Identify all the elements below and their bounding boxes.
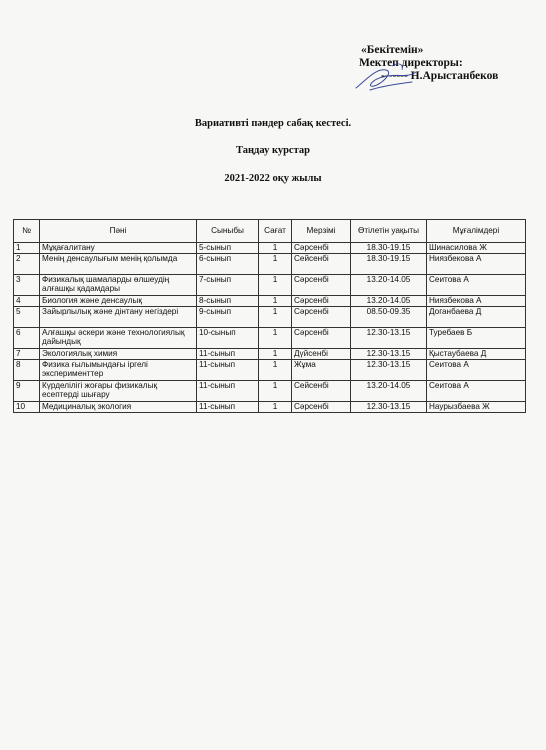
row-hours: 1 <box>259 307 292 328</box>
table-row <box>14 254 526 275</box>
row-teacher: Доганбаева Д <box>427 307 526 328</box>
row-subject: Алғашқы әскери және технологиялық дайындық <box>40 328 197 349</box>
row-number: 3 <box>14 275 40 296</box>
row-hours: 1 <box>259 296 292 307</box>
row-teacher: Қыстаубаева Д <box>427 349 526 360</box>
table-row <box>14 275 526 296</box>
row-class: 11-сынып <box>197 349 259 360</box>
row-time: 13.20-14.05 <box>351 275 427 296</box>
row-class: 7-сынып <box>197 275 259 296</box>
row-class: 11-сынып <box>197 360 259 381</box>
row-class: 10-сынып <box>197 328 259 349</box>
row-teacher: Сеитова А <box>427 360 526 381</box>
row-hours: 1 <box>259 402 292 413</box>
row-day: Сәрсенбі <box>292 402 351 413</box>
row-time: 18.30-19.15 <box>351 243 427 254</box>
row-day: Сейсенбі <box>292 254 351 275</box>
row-hours: 1 <box>259 360 292 381</box>
row-subject: Мұқағалитану <box>40 243 197 254</box>
table-row <box>14 296 526 307</box>
row-class: 8-сынып <box>197 296 259 307</box>
header-teacher: Мұғалімдері <box>427 220 526 243</box>
header-time: Өтілетін уақыты <box>351 220 427 243</box>
row-class: 9-сынып <box>197 307 259 328</box>
row-number: 1 <box>14 243 40 254</box>
row-hours: 1 <box>259 243 292 254</box>
row-time: 12.30-13.15 <box>351 349 427 360</box>
row-day: Сейсенбі <box>292 381 351 402</box>
header-number: № <box>14 220 40 243</box>
approval-position: Мектеп директоры: <box>359 57 463 69</box>
row-teacher: Сеитова А <box>427 381 526 402</box>
row-class: 11-сынып <box>197 381 259 402</box>
row-teacher: Ниязбекова А <box>427 254 526 275</box>
row-teacher: Наурызбаева Ж <box>427 402 526 413</box>
row-number: 2 <box>14 254 40 275</box>
row-hours: 1 <box>259 275 292 296</box>
row-number: 5 <box>14 307 40 328</box>
row-class: 6-сынып <box>197 254 259 275</box>
table-row <box>14 349 526 360</box>
row-teacher: Ниязбекова А <box>427 296 526 307</box>
row-number: 10 <box>14 402 40 413</box>
row-subject: Менің денсаулығым менің қолымда <box>40 254 197 275</box>
signature-icon <box>352 60 422 94</box>
row-subject: Биология және денсаулық <box>40 296 197 307</box>
document-subtitle: Таңдау курстар <box>236 145 310 156</box>
header-hours: Сағат <box>259 220 292 243</box>
header-class: Сыныбы <box>197 220 259 243</box>
header-day: Мерзімі <box>292 220 351 243</box>
row-subject: Медициналық экология <box>40 402 197 413</box>
row-teacher: Туребаев Б <box>427 328 526 349</box>
row-number: 6 <box>14 328 40 349</box>
academic-year: 2021-2022 оқу жылы <box>224 173 322 184</box>
schedule-table <box>13 219 526 413</box>
row-subject: Зайырлылық және дінтану негіздері <box>40 307 197 328</box>
row-time: 13.20-14.05 <box>351 296 427 307</box>
row-subject: Экологиялық химия <box>40 349 197 360</box>
row-time: 08.50-09.35 <box>351 307 427 328</box>
row-number: 7 <box>14 349 40 360</box>
table-header-row <box>14 220 526 243</box>
row-time: 13.20-14.05 <box>351 381 427 402</box>
row-hours: 1 <box>259 349 292 360</box>
document-title: Вариативті пәндер сабақ кестесі. <box>194 118 352 129</box>
table-row <box>14 360 526 381</box>
row-hours: 1 <box>259 328 292 349</box>
row-day: Сәрсенбі <box>292 328 351 349</box>
row-number: 9 <box>14 381 40 402</box>
row-day: Сәрсенбі <box>292 296 351 307</box>
row-day: Жұма <box>292 360 351 381</box>
row-teacher: Сеитова А <box>427 275 526 296</box>
row-subject: Физикалық шамаларды өлшеудің алғашқы қадамдары <box>40 275 197 296</box>
row-subject: Күрделілігі жоғары физикалық есептерді шығару <box>40 381 197 402</box>
table-row <box>14 307 526 328</box>
table-row <box>14 243 526 254</box>
row-day: Сәрсенбі <box>292 307 351 328</box>
row-day: Дүйсенбі <box>292 349 351 360</box>
row-number: 4 <box>14 296 40 307</box>
row-teacher: Шинасилова Ж <box>427 243 526 254</box>
row-day: Сәрсенбі <box>292 243 351 254</box>
row-hours: 1 <box>259 254 292 275</box>
row-number: 8 <box>14 360 40 381</box>
row-hours: 1 <box>259 381 292 402</box>
row-subject: Физика ғылымындағы іргелі эксперименттер <box>40 360 197 381</box>
row-class: 5-сынып <box>197 243 259 254</box>
approval-signer: ------- Н.Арыстанбеков <box>381 70 499 82</box>
row-class: 11-сынып <box>197 402 259 413</box>
row-day: Сәрсенбі <box>292 275 351 296</box>
row-time: 12.30-13.15 <box>351 402 427 413</box>
header-subject: Пәні <box>40 220 197 243</box>
row-time: 12.30-13.15 <box>351 360 427 381</box>
table-row <box>14 328 526 349</box>
approval-title: «Бекітемін» <box>361 44 424 56</box>
row-time: 12.30-13.15 <box>351 328 427 349</box>
row-time: 18.30-19.15 <box>351 254 427 275</box>
table-row <box>14 381 526 402</box>
table-row <box>14 402 526 413</box>
